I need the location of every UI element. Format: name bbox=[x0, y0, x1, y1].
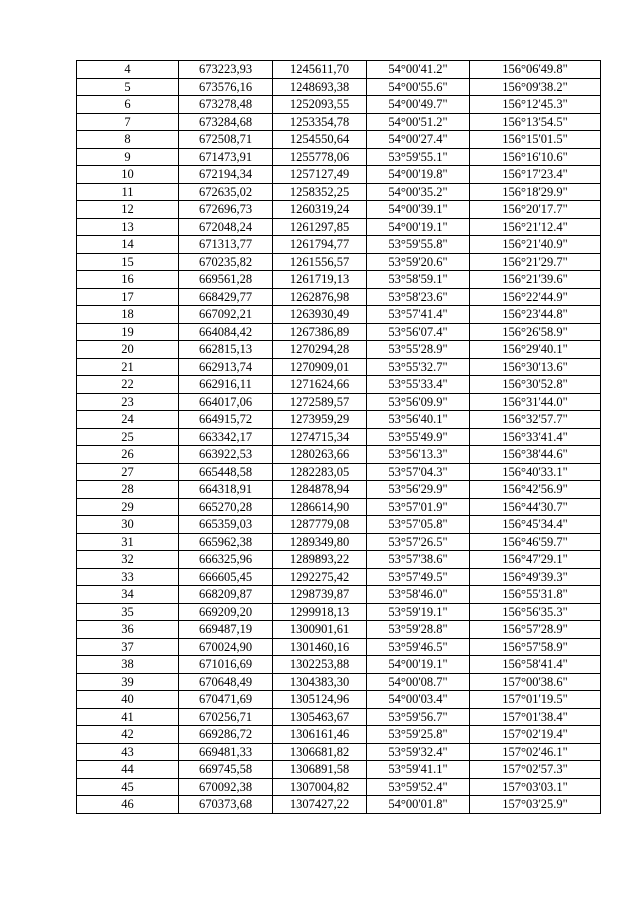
longitude-cell: 156°46'59.7" bbox=[470, 533, 601, 551]
x-coordinate-cell: 673278,48 bbox=[179, 96, 273, 114]
point-number-cell: 20 bbox=[77, 341, 179, 359]
longitude-cell: 156°23'44.8" bbox=[470, 306, 601, 324]
point-number-cell: 25 bbox=[77, 428, 179, 446]
table-row bbox=[77, 323, 601, 341]
latitude-cell: 53°59'56.7" bbox=[367, 708, 470, 726]
x-coordinate-cell: 670648,49 bbox=[179, 673, 273, 691]
x-coordinate-cell: 670471,69 bbox=[179, 691, 273, 709]
y-coordinate-cell: 1273959,29 bbox=[273, 411, 367, 429]
x-coordinate-cell: 670092,38 bbox=[179, 778, 273, 796]
y-coordinate-cell: 1267386,89 bbox=[273, 323, 367, 341]
table-row bbox=[77, 411, 601, 429]
y-coordinate-cell: 1262876,98 bbox=[273, 288, 367, 306]
longitude-cell: 156°06'49.8" bbox=[470, 61, 601, 79]
latitude-cell: 53°59'20.6" bbox=[367, 253, 470, 271]
point-number-cell: 36 bbox=[77, 621, 179, 639]
table-row bbox=[77, 218, 601, 236]
latitude-cell: 53°56'07.4" bbox=[367, 323, 470, 341]
table-row bbox=[77, 743, 601, 761]
latitude-cell: 53°59'28.8" bbox=[367, 621, 470, 639]
y-coordinate-cell: 1261556,57 bbox=[273, 253, 367, 271]
longitude-cell: 156°21'12.4" bbox=[470, 218, 601, 236]
table-row bbox=[77, 533, 601, 551]
y-coordinate-cell: 1263930,49 bbox=[273, 306, 367, 324]
latitude-cell: 53°57'05.8" bbox=[367, 516, 470, 534]
table-row bbox=[77, 306, 601, 324]
x-coordinate-cell: 668209,87 bbox=[179, 586, 273, 604]
latitude-cell: 53°55'33.4" bbox=[367, 376, 470, 394]
longitude-cell: 156°26'58.9" bbox=[470, 323, 601, 341]
latitude-cell: 53°55'28.9" bbox=[367, 341, 470, 359]
point-number-cell: 23 bbox=[77, 393, 179, 411]
latitude-cell: 53°59'55.1" bbox=[367, 148, 470, 166]
table-row bbox=[77, 621, 601, 639]
x-coordinate-cell: 664017,06 bbox=[179, 393, 273, 411]
latitude-cell: 53°59'19.1" bbox=[367, 603, 470, 621]
latitude-cell: 53°59'32.4" bbox=[367, 743, 470, 761]
latitude-cell: 54°00'19.1" bbox=[367, 656, 470, 674]
latitude-cell: 53°57'41.4" bbox=[367, 306, 470, 324]
table-row bbox=[77, 61, 601, 79]
x-coordinate-cell: 670256,71 bbox=[179, 708, 273, 726]
table-row bbox=[77, 498, 601, 516]
x-coordinate-cell: 670024,90 bbox=[179, 638, 273, 656]
table-row bbox=[77, 673, 601, 691]
point-number-cell: 32 bbox=[77, 551, 179, 569]
longitude-cell: 156°18'29.9" bbox=[470, 183, 601, 201]
table-row bbox=[77, 586, 601, 604]
table-row bbox=[77, 481, 601, 499]
longitude-cell: 156°45'34.4" bbox=[470, 516, 601, 534]
x-coordinate-cell: 671473,91 bbox=[179, 148, 273, 166]
longitude-cell: 156°49'39.3" bbox=[470, 568, 601, 586]
table-row bbox=[77, 358, 601, 376]
x-coordinate-cell: 673576,16 bbox=[179, 78, 273, 96]
x-coordinate-cell: 663342,17 bbox=[179, 428, 273, 446]
point-number-cell: 12 bbox=[77, 201, 179, 219]
table-row bbox=[77, 253, 601, 271]
point-number-cell: 42 bbox=[77, 726, 179, 744]
x-coordinate-cell: 665359,03 bbox=[179, 516, 273, 534]
longitude-cell: 157°02'19.4" bbox=[470, 726, 601, 744]
y-coordinate-cell: 1289893,22 bbox=[273, 551, 367, 569]
point-number-cell: 4 bbox=[77, 61, 179, 79]
y-coordinate-cell: 1253354,78 bbox=[273, 113, 367, 131]
longitude-cell: 156°40'33.1" bbox=[470, 463, 601, 481]
table-row bbox=[77, 428, 601, 446]
longitude-cell: 156°20'17.7" bbox=[470, 201, 601, 219]
y-coordinate-cell: 1287779,08 bbox=[273, 516, 367, 534]
table-row bbox=[77, 603, 601, 621]
x-coordinate-cell: 666605,45 bbox=[179, 568, 273, 586]
table-row bbox=[77, 183, 601, 201]
table-row bbox=[77, 148, 601, 166]
latitude-cell: 53°59'46.5" bbox=[367, 638, 470, 656]
point-number-cell: 7 bbox=[77, 113, 179, 131]
table-row bbox=[77, 446, 601, 464]
y-coordinate-cell: 1306891,58 bbox=[273, 761, 367, 779]
x-coordinate-cell: 668429,77 bbox=[179, 288, 273, 306]
y-coordinate-cell: 1255778,06 bbox=[273, 148, 367, 166]
y-coordinate-cell: 1248693,38 bbox=[273, 78, 367, 96]
table-row bbox=[77, 288, 601, 306]
longitude-cell: 156°55'31.8" bbox=[470, 586, 601, 604]
y-coordinate-cell: 1305463,67 bbox=[273, 708, 367, 726]
table-row bbox=[77, 131, 601, 149]
y-coordinate-cell: 1282283,05 bbox=[273, 463, 367, 481]
point-number-cell: 19 bbox=[77, 323, 179, 341]
latitude-cell: 54°00'35.2" bbox=[367, 183, 470, 201]
point-number-cell: 11 bbox=[77, 183, 179, 201]
y-coordinate-cell: 1305124,96 bbox=[273, 691, 367, 709]
latitude-cell: 54°00'01.8" bbox=[367, 796, 470, 814]
longitude-cell: 156°29'40.1" bbox=[470, 341, 601, 359]
latitude-cell: 53°58'46.0" bbox=[367, 586, 470, 604]
point-number-cell: 5 bbox=[77, 78, 179, 96]
x-coordinate-cell: 669209,20 bbox=[179, 603, 273, 621]
latitude-cell: 53°59'55.8" bbox=[367, 236, 470, 254]
longitude-cell: 156°38'44.6" bbox=[470, 446, 601, 464]
longitude-cell: 156°21'29.7" bbox=[470, 253, 601, 271]
point-number-cell: 26 bbox=[77, 446, 179, 464]
y-coordinate-cell: 1261794,77 bbox=[273, 236, 367, 254]
longitude-cell: 157°00'38.6" bbox=[470, 673, 601, 691]
table-row bbox=[77, 656, 601, 674]
table-row bbox=[77, 236, 601, 254]
y-coordinate-cell: 1245611,70 bbox=[273, 61, 367, 79]
x-coordinate-cell: 669561,28 bbox=[179, 271, 273, 289]
point-number-cell: 6 bbox=[77, 96, 179, 114]
latitude-cell: 53°59'41.1" bbox=[367, 761, 470, 779]
table-row bbox=[77, 96, 601, 114]
y-coordinate-cell: 1260319,24 bbox=[273, 201, 367, 219]
point-number-cell: 21 bbox=[77, 358, 179, 376]
y-coordinate-cell: 1271624,66 bbox=[273, 376, 367, 394]
longitude-cell: 156°21'40.9" bbox=[470, 236, 601, 254]
x-coordinate-cell: 671313,77 bbox=[179, 236, 273, 254]
table-row bbox=[77, 778, 601, 796]
point-number-cell: 27 bbox=[77, 463, 179, 481]
longitude-cell: 156°30'13.6" bbox=[470, 358, 601, 376]
latitude-cell: 54°00'08.7" bbox=[367, 673, 470, 691]
x-coordinate-cell: 664915,72 bbox=[179, 411, 273, 429]
point-number-cell: 39 bbox=[77, 673, 179, 691]
x-coordinate-cell: 662913,74 bbox=[179, 358, 273, 376]
y-coordinate-cell: 1292275,42 bbox=[273, 568, 367, 586]
longitude-cell: 156°15'01.5" bbox=[470, 131, 601, 149]
longitude-cell: 157°01'19.5" bbox=[470, 691, 601, 709]
y-coordinate-cell: 1300901,61 bbox=[273, 621, 367, 639]
point-number-cell: 28 bbox=[77, 481, 179, 499]
x-coordinate-cell: 663922,53 bbox=[179, 446, 273, 464]
latitude-cell: 53°58'59.1" bbox=[367, 271, 470, 289]
point-number-cell: 37 bbox=[77, 638, 179, 656]
longitude-cell: 156°13'54.5" bbox=[470, 113, 601, 131]
y-coordinate-cell: 1307427,22 bbox=[273, 796, 367, 814]
table-row bbox=[77, 271, 601, 289]
longitude-cell: 156°22'44.9" bbox=[470, 288, 601, 306]
y-coordinate-cell: 1299918,13 bbox=[273, 603, 367, 621]
x-coordinate-cell: 667092,21 bbox=[179, 306, 273, 324]
point-number-cell: 9 bbox=[77, 148, 179, 166]
longitude-cell: 156°31'44.0" bbox=[470, 393, 601, 411]
longitude-cell: 156°33'41.4" bbox=[470, 428, 601, 446]
x-coordinate-cell: 673223,93 bbox=[179, 61, 273, 79]
longitude-cell: 156°57'28.9" bbox=[470, 621, 601, 639]
table-row bbox=[77, 638, 601, 656]
x-coordinate-cell: 662815,13 bbox=[179, 341, 273, 359]
point-number-cell: 10 bbox=[77, 166, 179, 184]
table-row bbox=[77, 201, 601, 219]
longitude-cell: 157°02'46.1" bbox=[470, 743, 601, 761]
point-number-cell: 24 bbox=[77, 411, 179, 429]
longitude-cell: 156°21'39.6" bbox=[470, 271, 601, 289]
point-number-cell: 31 bbox=[77, 533, 179, 551]
x-coordinate-cell: 662916,11 bbox=[179, 376, 273, 394]
y-coordinate-cell: 1261297,85 bbox=[273, 218, 367, 236]
point-number-cell: 16 bbox=[77, 271, 179, 289]
longitude-cell: 156°30'52.8" bbox=[470, 376, 601, 394]
y-coordinate-cell: 1270909,01 bbox=[273, 358, 367, 376]
point-number-cell: 22 bbox=[77, 376, 179, 394]
x-coordinate-cell: 671016,69 bbox=[179, 656, 273, 674]
longitude-cell: 156°17'23.4" bbox=[470, 166, 601, 184]
point-number-cell: 35 bbox=[77, 603, 179, 621]
x-coordinate-cell: 672696,73 bbox=[179, 201, 273, 219]
table-row bbox=[77, 551, 601, 569]
latitude-cell: 54°00'39.1" bbox=[367, 201, 470, 219]
y-coordinate-cell: 1286614,90 bbox=[273, 498, 367, 516]
table-row bbox=[77, 393, 601, 411]
x-coordinate-cell: 669481,33 bbox=[179, 743, 273, 761]
longitude-cell: 157°03'25.9" bbox=[470, 796, 601, 814]
latitude-cell: 53°57'04.3" bbox=[367, 463, 470, 481]
table-row bbox=[77, 691, 601, 709]
latitude-cell: 54°00'55.6" bbox=[367, 78, 470, 96]
point-number-cell: 43 bbox=[77, 743, 179, 761]
table-row bbox=[77, 113, 601, 131]
latitude-cell: 54°00'49.7" bbox=[367, 96, 470, 114]
latitude-cell: 53°55'32.7" bbox=[367, 358, 470, 376]
x-coordinate-cell: 669745,58 bbox=[179, 761, 273, 779]
y-coordinate-cell: 1298739,87 bbox=[273, 586, 367, 604]
latitude-cell: 54°00'41.2" bbox=[367, 61, 470, 79]
x-coordinate-cell: 664318,91 bbox=[179, 481, 273, 499]
point-number-cell: 38 bbox=[77, 656, 179, 674]
y-coordinate-cell: 1258352,25 bbox=[273, 183, 367, 201]
table-row bbox=[77, 78, 601, 96]
longitude-cell: 156°42'56.9" bbox=[470, 481, 601, 499]
longitude-cell: 156°44'30.7" bbox=[470, 498, 601, 516]
y-coordinate-cell: 1304383,30 bbox=[273, 673, 367, 691]
latitude-cell: 53°59'25.8" bbox=[367, 726, 470, 744]
point-number-cell: 33 bbox=[77, 568, 179, 586]
x-coordinate-cell: 672194,34 bbox=[179, 166, 273, 184]
latitude-cell: 54°00'27.4" bbox=[367, 131, 470, 149]
y-coordinate-cell: 1307004,82 bbox=[273, 778, 367, 796]
x-coordinate-cell: 672635,02 bbox=[179, 183, 273, 201]
point-number-cell: 46 bbox=[77, 796, 179, 814]
longitude-cell: 157°01'38.4" bbox=[470, 708, 601, 726]
latitude-cell: 54°00'51.2" bbox=[367, 113, 470, 131]
point-number-cell: 8 bbox=[77, 131, 179, 149]
latitude-cell: 54°00'19.1" bbox=[367, 218, 470, 236]
point-number-cell: 44 bbox=[77, 761, 179, 779]
latitude-cell: 53°56'09.9" bbox=[367, 393, 470, 411]
x-coordinate-cell: 672508,71 bbox=[179, 131, 273, 149]
point-number-cell: 45 bbox=[77, 778, 179, 796]
longitude-cell: 156°47'29.1" bbox=[470, 551, 601, 569]
y-coordinate-cell: 1302253,88 bbox=[273, 656, 367, 674]
longitude-cell: 156°57'58.9" bbox=[470, 638, 601, 656]
y-coordinate-cell: 1289349,80 bbox=[273, 533, 367, 551]
latitude-cell: 53°57'01.9" bbox=[367, 498, 470, 516]
longitude-cell: 156°56'35.3" bbox=[470, 603, 601, 621]
latitude-cell: 53°56'29.9" bbox=[367, 481, 470, 499]
y-coordinate-cell: 1261719,13 bbox=[273, 271, 367, 289]
y-coordinate-cell: 1306681,82 bbox=[273, 743, 367, 761]
longitude-cell: 156°09'38.2" bbox=[470, 78, 601, 96]
table-row bbox=[77, 726, 601, 744]
longitude-cell: 156°32'57.7" bbox=[470, 411, 601, 429]
longitude-cell: 156°58'41.4" bbox=[470, 656, 601, 674]
y-coordinate-cell: 1284878,94 bbox=[273, 481, 367, 499]
point-number-cell: 34 bbox=[77, 586, 179, 604]
point-number-cell: 30 bbox=[77, 516, 179, 534]
table-row bbox=[77, 166, 601, 184]
x-coordinate-cell: 665270,28 bbox=[179, 498, 273, 516]
y-coordinate-cell: 1270294,28 bbox=[273, 341, 367, 359]
table-row bbox=[77, 568, 601, 586]
longitude-cell: 157°02'57.3" bbox=[470, 761, 601, 779]
point-number-cell: 41 bbox=[77, 708, 179, 726]
y-coordinate-cell: 1272589,57 bbox=[273, 393, 367, 411]
x-coordinate-cell: 665448,58 bbox=[179, 463, 273, 481]
point-number-cell: 18 bbox=[77, 306, 179, 324]
latitude-cell: 53°57'38.6" bbox=[367, 551, 470, 569]
x-coordinate-cell: 665962,38 bbox=[179, 533, 273, 551]
x-coordinate-cell: 664084,42 bbox=[179, 323, 273, 341]
point-number-cell: 17 bbox=[77, 288, 179, 306]
latitude-cell: 53°59'52.4" bbox=[367, 778, 470, 796]
latitude-cell: 53°56'40.1" bbox=[367, 411, 470, 429]
x-coordinate-cell: 670235,82 bbox=[179, 253, 273, 271]
table-row bbox=[77, 516, 601, 534]
latitude-cell: 53°56'13.3" bbox=[367, 446, 470, 464]
latitude-cell: 54°00'19.8" bbox=[367, 166, 470, 184]
x-coordinate-cell: 670373,68 bbox=[179, 796, 273, 814]
coordinates-table bbox=[76, 60, 601, 814]
table-row bbox=[77, 341, 601, 359]
y-coordinate-cell: 1306161,46 bbox=[273, 726, 367, 744]
y-coordinate-cell: 1257127,49 bbox=[273, 166, 367, 184]
table-row bbox=[77, 761, 601, 779]
latitude-cell: 53°57'26.5" bbox=[367, 533, 470, 551]
y-coordinate-cell: 1301460,16 bbox=[273, 638, 367, 656]
x-coordinate-cell: 673284,68 bbox=[179, 113, 273, 131]
longitude-cell: 156°16'10.6" bbox=[470, 148, 601, 166]
y-coordinate-cell: 1254550,64 bbox=[273, 131, 367, 149]
x-coordinate-cell: 669487,19 bbox=[179, 621, 273, 639]
table-row bbox=[77, 463, 601, 481]
latitude-cell: 53°58'23.6" bbox=[367, 288, 470, 306]
x-coordinate-cell: 672048,24 bbox=[179, 218, 273, 236]
coordinates-table-body bbox=[77, 61, 601, 814]
latitude-cell: 54°00'03.4" bbox=[367, 691, 470, 709]
table-row bbox=[77, 708, 601, 726]
point-number-cell: 13 bbox=[77, 218, 179, 236]
table-row bbox=[77, 376, 601, 394]
x-coordinate-cell: 669286,72 bbox=[179, 726, 273, 744]
x-coordinate-cell: 666325,96 bbox=[179, 551, 273, 569]
longitude-cell: 156°12'45.3" bbox=[470, 96, 601, 114]
point-number-cell: 15 bbox=[77, 253, 179, 271]
point-number-cell: 29 bbox=[77, 498, 179, 516]
table-row bbox=[77, 796, 601, 814]
y-coordinate-cell: 1280263,66 bbox=[273, 446, 367, 464]
point-number-cell: 40 bbox=[77, 691, 179, 709]
point-number-cell: 14 bbox=[77, 236, 179, 254]
y-coordinate-cell: 1274715,34 bbox=[273, 428, 367, 446]
longitude-cell: 157°03'03.1" bbox=[470, 778, 601, 796]
y-coordinate-cell: 1252093,55 bbox=[273, 96, 367, 114]
latitude-cell: 53°57'49.5" bbox=[367, 568, 470, 586]
latitude-cell: 53°55'49.9" bbox=[367, 428, 470, 446]
